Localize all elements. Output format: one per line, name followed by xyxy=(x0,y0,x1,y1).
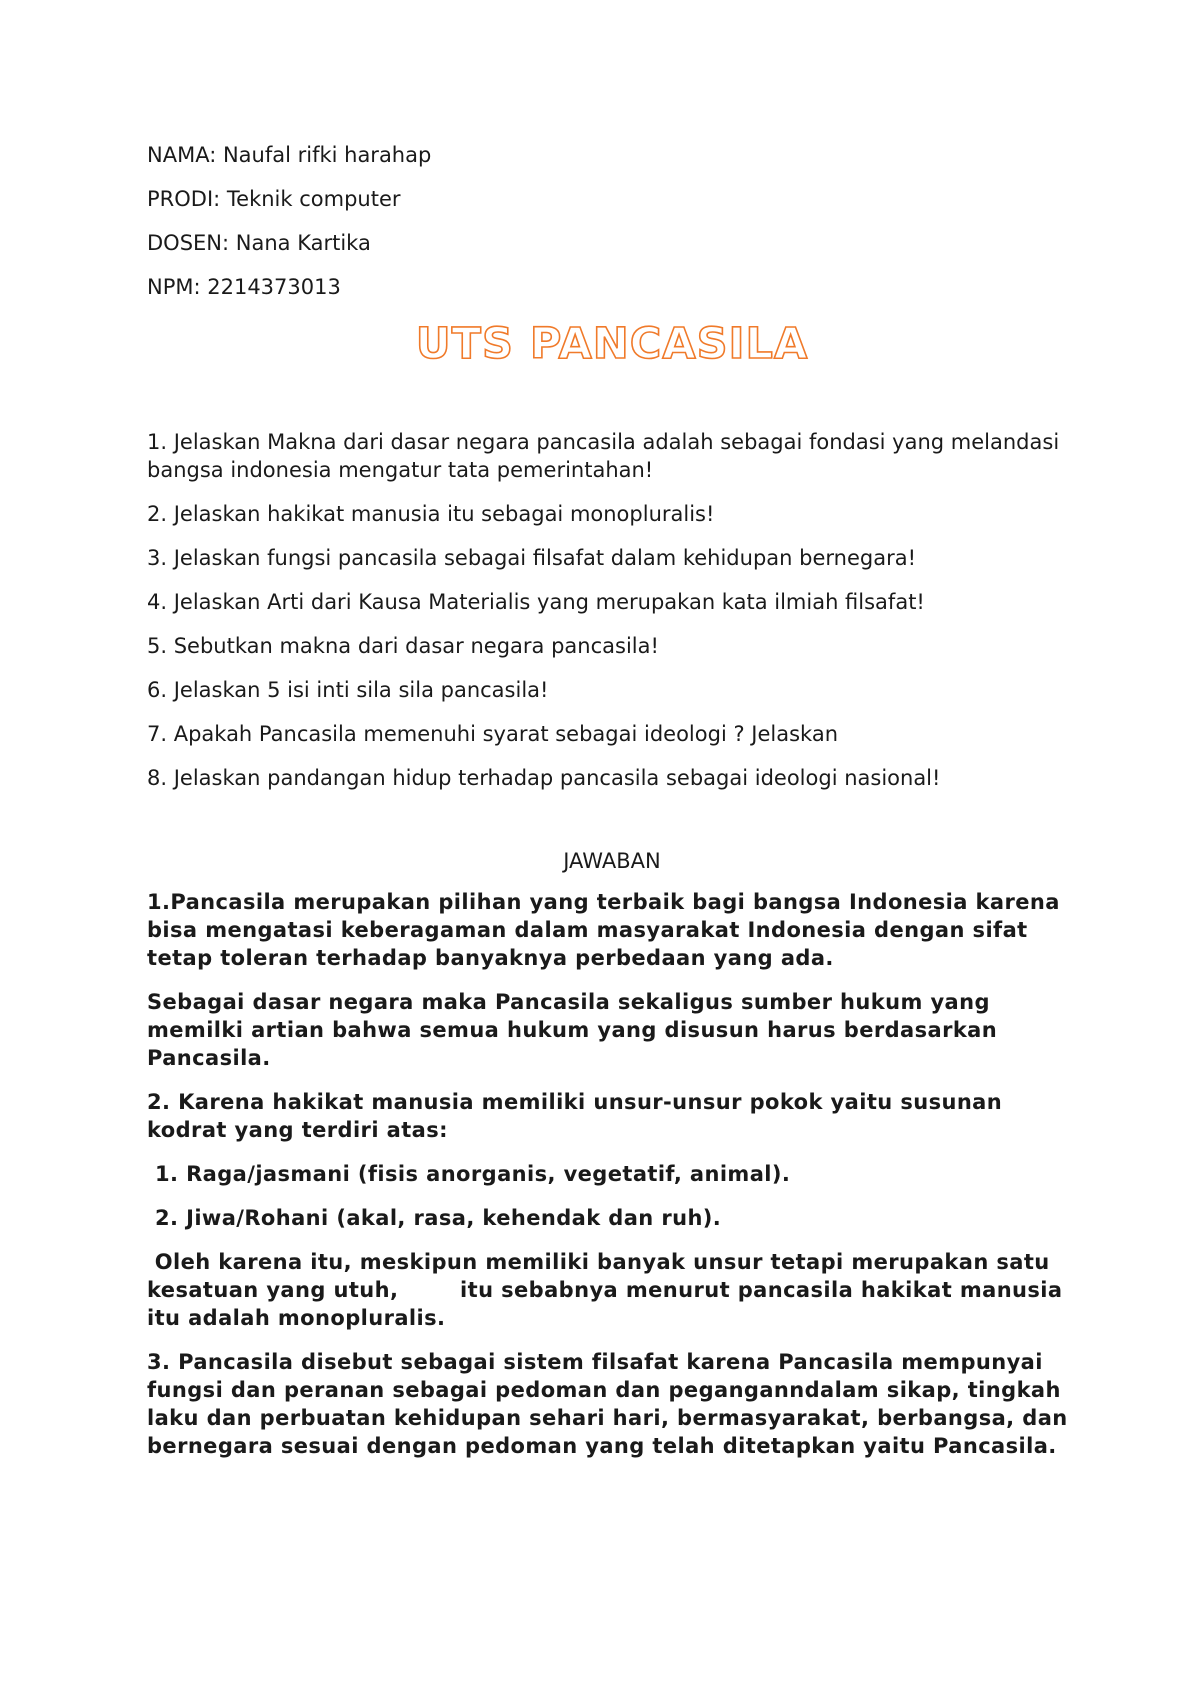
question-item: 4. Jelaskan Arti dari Kausa Materialis yang merupakan kata ilmiah filsafat! xyxy=(147,590,925,614)
question-item: 1. Jelaskan Makna dari dasar negara pancasila adalah sebagai fondasi yang melandasi bangsa indonesia mengatur tata pemerintahan! xyxy=(147,430,1060,482)
answer-paragraph: 2. Karena hakikat manusia memiliki unsur-unsur pokok yaitu susunan kodrat yang terdiri atas: xyxy=(147,1090,1003,1142)
question-list xyxy=(147,428,1077,792)
study-program: PRODI: Teknik computer xyxy=(147,187,401,211)
student-number: NPM: 2214373013 xyxy=(147,275,341,299)
document-page xyxy=(147,140,1077,1476)
lecturer-name: DOSEN: Nana Kartika xyxy=(147,231,371,255)
answer-paragraph: 1.Pancasila merupakan pilihan yang terbaik bagi bangsa Indonesia karena bisa mengatasi keberagaman dalam masyarakat Indonesia dengan sifat tetap toleran terhadap banyaknya perbedaan yang ada. xyxy=(147,890,1060,970)
document-title: UTS PANCASILA xyxy=(415,319,809,369)
question-item: 2. Jelaskan hakikat manusia itu sebagai monopluralis! xyxy=(147,502,715,526)
answer-list-item: 2. Jiwa/Rohani (akal, rasa, kehendak dan ruh). xyxy=(155,1206,722,1230)
answer-list xyxy=(147,888,1077,1460)
answers-heading: JAWABAN xyxy=(563,849,661,873)
question-item: 5. Sebutkan makna dari dasar negara pancasila! xyxy=(147,634,659,658)
answer-list-item: 1. Raga/jasmani (fisis anorganis, vegetatif, animal). xyxy=(155,1162,791,1186)
answer-paragraph: Sebagai dasar negara maka Pancasila sekaligus sumber hukum yang memilki artian bahwa semua hukum yang disusun harus berdasarkan Pancasila. xyxy=(147,990,998,1070)
answer-paragraph: Oleh karena itu, meskipun memiliki banyak unsur tetapi merupakan satu kesatuan yang utuh, itu sebabnya menurut pancasila hakikat manusia itu adalah monopluralis. xyxy=(147,1250,1071,1330)
question-item: 8. Jelaskan pandangan hidup terhadap pancasila sebagai ideologi nasional! xyxy=(147,766,941,790)
student-name: NAMA: Naufal rifki harahap xyxy=(147,143,432,167)
question-item: 3. Jelaskan fungsi pancasila sebagai filsafat dalam kehidupan bernegara! xyxy=(147,546,916,570)
question-item: 6. Jelaskan 5 isi inti sila sila pancasila! xyxy=(147,678,549,702)
answer-paragraph: 3. Pancasila disebut sebagai sistem filsafat karena Pancasila mempunyai fungsi dan peranan sebagai pedoman dan peganganndalam sikap, tingkah laku dan perbuatan kehidupan sehari hari, bermasyarakat, berbangsa, dan bernegara sesuai dengan pedoman yang telah ditetapkan yaitu Pancasila. xyxy=(147,1350,1068,1458)
question-item: 7. Apakah Pancasila memenuhi syarat sebagai ideologi ? Jelaskan xyxy=(147,722,839,746)
